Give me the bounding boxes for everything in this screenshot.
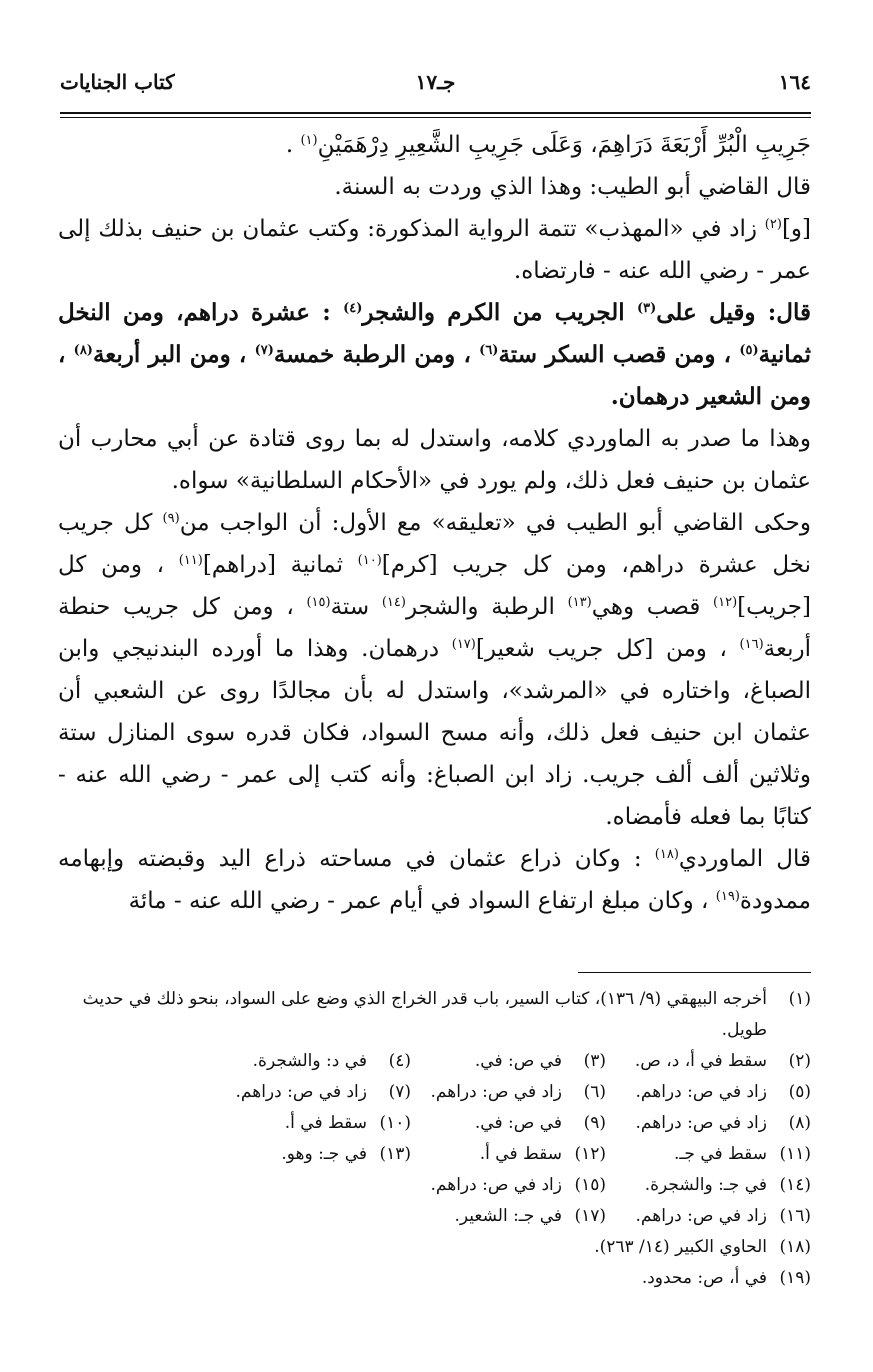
book-title: كتاب الجنايات (60, 70, 175, 94)
footnote-19: (١٩) في أ، ص: محدود. (641, 1268, 811, 1288)
header-rule-thin (60, 117, 811, 118)
footnote-row: (١٦) زاد في ص: دراهم. (١٧) في جـ: الشعير. (454, 1206, 811, 1226)
footnote-ref: (٨) (73, 343, 93, 358)
footnote-row: (٨) زاد في ص: دراهم. (٩) في ص: في. (١٠) سقط في أ. (284, 1113, 811, 1133)
paragraph-1: جَرِيبِ الْبُرِّ أَرْبَعَةَ دَرَاهِمَ، وَعَلَى جَرِيبِ الشَّعِيرِ دِرْهَمَيْنِ$^{(١)}$ . (285, 132, 811, 158)
paragraph-2: قال القاضي أبو الطيب: وهذا الذي وردت به السنة. (334, 174, 811, 200)
main-text (58, 124, 811, 922)
page-number: ١٦٤ (778, 70, 811, 94)
footnote-row: (٥) زاد في ص: دراهم. (٦) زاد في ص: دراهم. (٧) زاد في ص: دراهم. (235, 1082, 811, 1102)
paragraph-4: قال: وقيل على$^{(٣)}$ الجريب من الكرم والشجر$^{(٤)}$ : عشرة دراهم، ومن النخل ثمانية$^{(٥)}$ ، ومن قصب السكر ستة$^{(٦)}$ ، ومن الرطبة خمسة$^{(٧)}$ ، ومن البر أربعة$^{(٨)}$ ، ومن الشعير درهمان. (58, 299, 812, 410)
footnote-ref: (٧) (254, 343, 274, 358)
footnote-ref: (١٢) (713, 595, 738, 610)
footnote-ref: (١٥) (306, 595, 331, 610)
page-header (60, 70, 811, 104)
volume-label: جـ١٧ (415, 70, 456, 94)
footnote-ref: (١١) (178, 553, 203, 568)
footnote-row: (١١) سقط في جـ. (١٢) سقط في أ. (١٣) في جـ: وهو. (281, 1144, 811, 1164)
footnote-ref: (١٦) (739, 637, 764, 652)
paragraph-6: وحكى القاضي أبو الطيب في «تعليقه» مع الأول: أن الواجب من$^{(٩)}$ كل جريب نخل عشرة دراهم، ومن كل جريب [كرم]$^{(١٠)}$ ثمانية [دراهم]$^{(١١)}$ ، ومن كل [جريب]$^{(١٢)}$ قصب وهي$^{(١٣)}$ الرطبة والشجر$^{(١٤)}$ ستة$^{(١٥)}$ ، ومن كل جريب حنطة أربعة$^{(١٦)}$ ، ومن [كل جريب شعير]$^{(١٧)}$ درهمان. وهذا ما أورده البندنيجي وابن الصباغ، واختاره في «المرشد»، واستدل له بأن مجالدًا روى عن الشعبي أن عثمان ابن حنيف فعل ذلك، وأنه مسح السواد، فكان قدره سوى المنازل ستة وثلاثين ألف ألف جريب. زاد ابن الصباغ: وأنه كتب إلى عمر - رضي الله عنه - كتابًا بما فعله فأمضاه. (58, 510, 811, 830)
footnote-ref: (١) (300, 133, 318, 148)
header-rule (60, 112, 811, 114)
paragraph-3: [و]$^{(٢)}$ زاد في «المهذب» تتمة الرواية المذكورة: وكتب عثمان بن حنيف بذلك إلى عمر - رضي الله عنه - فارتضاه. (58, 216, 811, 284)
footnote-ref: (٤) (343, 301, 363, 316)
footnote-separator (578, 972, 811, 973)
footnote-ref: (٦) (479, 343, 499, 358)
footnote-row: (١٤) في جـ: والشجرة. (١٥) زاد في ص: دراهم. (430, 1175, 811, 1195)
footnote-ref: (٥) (739, 343, 759, 358)
footnote-row: (٢) سقط في أ، د، ص. (٣) في ص: في. (٤) في د: والشجرة. (252, 1051, 811, 1071)
footnote-ref: (١٤) (381, 595, 406, 610)
paragraph-7: قال الماوردي$^{(١٨)}$ : وكان ذراع عثمان في مساحته ذراع اليد وقبضته وإبهامه ممدودة$^{(١٩)}$ ، وكان مبلغ ارتفاع السواد في أيام عمر - رضي الله عنه - مائة (58, 846, 811, 914)
footnote-ref: (٣) (636, 301, 657, 316)
footnote-1: (١) أخرجه البيهقي (٩/ ١٣٦)، كتاب السير، باب قدر الخراج الذي وضع على السواد، بنحو ذلك في حديث طويل. (82, 989, 811, 1040)
footnote-ref: (١٧) (451, 637, 476, 652)
footnote-ref: (١٨) (654, 847, 679, 862)
paragraph-5: وهذا ما صدر به الماوردي كلامه، واستدل له بما روى قتادة عن أبي محارب أن عثمان بن حنيف فعل ذلك، ولم يورد في «الأحكام السلطانية» سواه. (58, 426, 811, 494)
footnote-18: (١٨) الحاوي الكبير (١٤/ ٢٦٣). (594, 1237, 811, 1257)
footnote-ref: (١٩) (715, 889, 740, 904)
footnotes (58, 984, 811, 1294)
footnote-ref: (١٠) (357, 553, 382, 568)
footnote-ref: (٩) (162, 511, 180, 526)
footnote-ref: (١٣) (567, 595, 592, 610)
footnote-ref: (٢) (764, 217, 782, 232)
